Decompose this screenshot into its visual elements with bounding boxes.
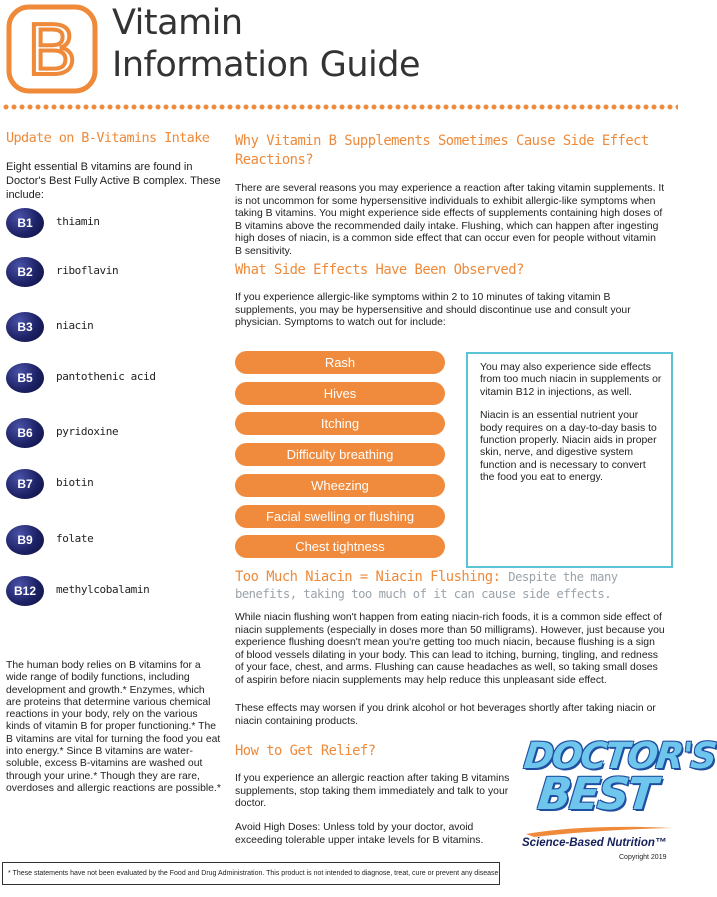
vitamin-badge: B1 (6, 208, 44, 238)
symptom-pill: Difficulty breathing (235, 443, 445, 466)
dotted-divider (2, 104, 678, 110)
relief-body-1: If you experience an allergic reaction after taking B vitamins supplements, stop taking them immediately and talk to your doctor. (235, 773, 510, 809)
vitamin-row-b3 (6, 312, 226, 342)
vitamin-name: methylcobalamin (56, 583, 150, 596)
vitamin-row-b1 (6, 208, 226, 238)
vitamin-badge: B5 (6, 363, 44, 393)
symptom-pill: Chest tightness (235, 535, 445, 558)
symptom-pill: Rash (235, 351, 445, 374)
left-heading: Update on B-Vitamins Intake (6, 130, 210, 146)
relief-heading: How to Get Relief? (235, 743, 376, 759)
vitamin-name: niacin (56, 319, 94, 332)
vitamin-badge: B3 (6, 312, 44, 342)
niacin-body-1: While niacin flushing won't happen from eating niacin-rich foods, it is a common side effect of niacin supplements (especially in doses more than 50 milligrams). However, just because you experience flushing doesn't mean you're getting too much niacin, because flushing is a sign of blood vessels dilating in your body. This can lead to itching, burning, tingling, and redness of your face, chest, and arms. Flushing can cause headaches as well, so taking small doses of aspirin before niacin supplements may help reduce this unpleasant side effect. (235, 612, 665, 686)
title-line-1: Vitamin (112, 3, 243, 43)
fda-disclaimer: * These statements have not been evaluated by the Food and Drug Administration. This product is not intended to diagnose, treat, cure or prevent any disease. (2, 862, 500, 885)
vitamin-badge: B12 (6, 576, 44, 606)
vitamin-row-b12 (6, 576, 226, 606)
why-heading: Why Vitamin B Supplements Sometimes Cause Side Effect Reactions? (235, 133, 649, 168)
why-body: There are several reasons you may experience a reaction after taking vitamin supplements. It is not uncommon for some hypersensitive individuals to exhibit allergic-like symptoms when taking B vitamins. You might experience side effects of supplements containing high doses of B vitamins above the recommended daily intake. Flushing, which can happen after ingesting high doses of niacin, is a common side effect that can occur even for people without vitamin B sensitivity. (235, 183, 665, 257)
vitamin-badge: B7 (6, 469, 44, 499)
vitamin-name: pyridoxine (56, 425, 119, 438)
effects-heading: What Side Effects Have Been Observed? (235, 262, 524, 278)
brand-tagline: Science-Based Nutrition™ (522, 837, 667, 849)
vitamin-row-b2 (6, 257, 226, 287)
b-logo-letter: B (27, 10, 77, 90)
infobox-paragraph-2: Niacin is an essential nutrient your body requires on a day-to-day basis to function properly. Niacin aids in proper skin, nerve, and digestive system function and is necessary to convert the food you eat to energy. (480, 410, 657, 484)
niacin-info-box (466, 352, 673, 568)
brand-line-1: DOCTOR'S (521, 736, 717, 777)
relief-body-2: Avoid High Doses: Unless told by your doctor, avoid exceeding tolerable upper intake levels for B vitamins. (235, 822, 484, 846)
left-body-text: The human body relies on B vitamins for a wide range of bodily functions, including development and growth.* Enzymes, which are proteins that determine various chemical reactions in your body, rely on the various kinds of vitamin B for proper functioning.* The B vitamins are vital for turning the food you eat into energy.* Since B vitamins are water-soluble, excess B-vitamins are washed out through your urine.* Though they are rare, overdoses and allergic reactions are possible.* (6, 660, 221, 794)
niacin-heading: Too Much Niacin = Niacin Flushing: (235, 569, 501, 585)
swoosh-icon (524, 822, 674, 838)
symptom-pill: Itching (235, 412, 445, 435)
vitamin-name: thiamin (56, 215, 100, 228)
vitamin-row-b6 (6, 418, 226, 448)
page-title (112, 2, 420, 86)
symptom-pill: Wheezing (235, 474, 445, 497)
doctors-best-logo (521, 736, 717, 888)
vitamin-badge: B9 (6, 525, 44, 555)
effects-body: If you experience allergic-like symptoms within 2 to 10 minutes of taking vitamin B supplements, you may be hypersensitive and should discontinue use and consult your physician. Symptoms to watch out for include: (235, 292, 631, 328)
vitamin-row-b7 (6, 469, 226, 499)
niacin-body-2: These effects may worsen if you drink alcohol or hot beverages shortly after taking niacin or niacin containing products. (235, 703, 656, 727)
b-logo-icon (6, 4, 98, 94)
copyright: Copyright 2019 (619, 854, 667, 861)
vitamin-row-b9 (6, 525, 226, 555)
vitamin-name: folate (56, 532, 94, 545)
vitamin-badge: B2 (6, 257, 44, 287)
vitamin-name: biotin (56, 476, 94, 489)
vitamin-name: riboflavin (56, 264, 119, 277)
symptom-pill: Hives (235, 382, 445, 405)
symptom-pill: Facial swelling or flushing (235, 505, 445, 528)
vitamin-badge: B6 (6, 418, 44, 448)
niacin-subheading: Despite the many benefits, taking too much of it can cause side effects. (235, 570, 618, 601)
infobox-paragraph-1: You may also experience side effects from too much niacin in supplements or vitamin B12 in injections, as well. (480, 362, 662, 398)
left-intro: Eight essential B vitamins are found in Doctor's Best Fully Active B complex. These include: (6, 161, 221, 201)
vitamin-name: pantothenic acid (56, 370, 156, 383)
vitamin-row-b5 (6, 363, 226, 393)
title-line-2: Information Guide (112, 45, 421, 85)
brand-line-2: BEST (535, 769, 659, 820)
niacin-heading-block (235, 569, 675, 603)
